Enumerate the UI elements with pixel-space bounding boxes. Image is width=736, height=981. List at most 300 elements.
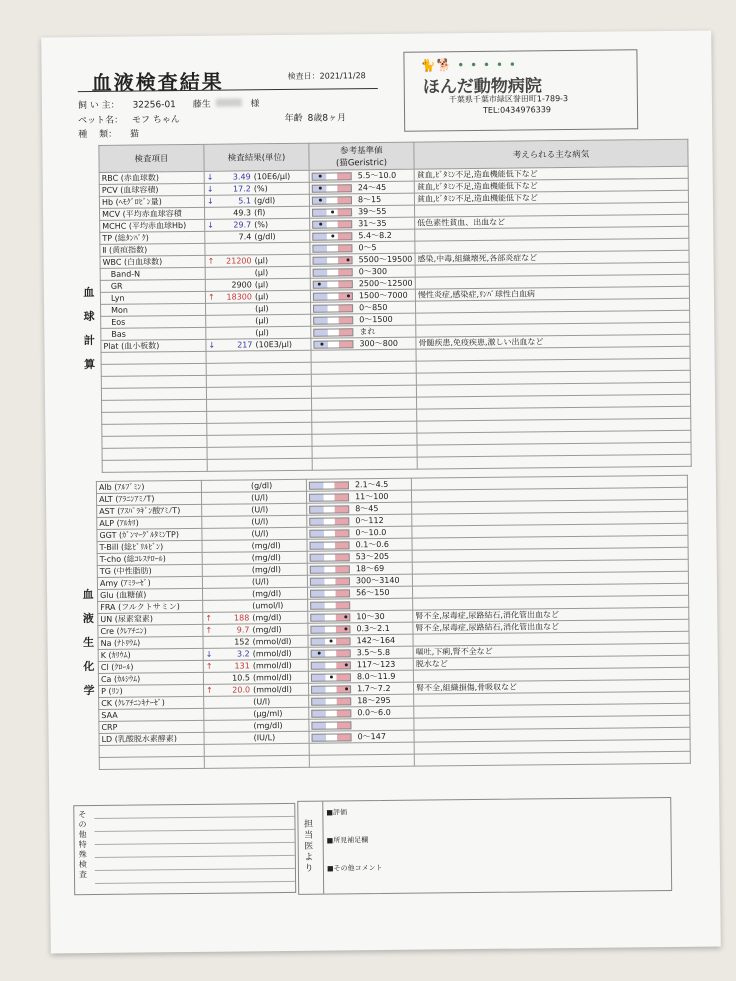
test-reference: [310, 205, 415, 218]
ref-label: 参考基準値: [340, 145, 383, 157]
test-result: [205, 254, 310, 267]
range-marker: [330, 639, 333, 642]
test-item: FRA (フルクトサミン): [98, 600, 203, 613]
result-unit: (mg/dl): [252, 613, 282, 623]
reference-range: 5500～19500: [358, 254, 413, 265]
test-item: Cre (ｸﾚｱﾁﾆﾝ): [98, 624, 203, 637]
result-value: 152: [234, 637, 250, 647]
test-reference: [308, 598, 413, 611]
test-reference: [311, 337, 416, 350]
test-result: [204, 170, 309, 183]
range-bar: [311, 709, 351, 717]
exam-date: [288, 70, 366, 82]
reference-range: 56～150: [356, 587, 390, 598]
range-marker: [318, 282, 321, 285]
result-unit: (μl): [255, 316, 269, 326]
test-result: [202, 587, 307, 600]
test-result: [203, 599, 308, 612]
test-reference: [307, 550, 412, 563]
test-item: ALT (ｱﾗﾆﾝｱﾐﾉT): [96, 492, 201, 505]
range-bar: [313, 256, 353, 264]
section-label-char: 化: [83, 660, 95, 674]
test-reference: [311, 301, 416, 314]
result-unit: (U/l): [251, 577, 269, 587]
range-bar: [311, 637, 351, 645]
test-reference: [309, 730, 414, 743]
reference-range: 1500～7000: [358, 290, 408, 301]
result-unit: (10E3/μl): [255, 339, 293, 350]
test-result: [205, 242, 310, 255]
result-unit: (μl): [254, 280, 269, 290]
reference-range: 5.5～10.0: [357, 170, 397, 181]
reference-range: 2500～12500: [358, 278, 413, 289]
test-reference: [310, 241, 415, 254]
range-bar: [313, 304, 353, 312]
result-unit: (g/dl): [253, 196, 276, 206]
test-disease: 腎不全,尿毒症,尿路結石,消化管出血など: [413, 619, 689, 634]
range-bar: [310, 625, 350, 633]
test-result: [202, 551, 307, 564]
test-disease: 低色素性貧血、出血など: [415, 214, 689, 229]
section-label-char: 算: [84, 357, 96, 372]
col-item: 検査項目: [99, 144, 204, 172]
test-disease: 感染,中毒,組織壊死,各部炎症など: [415, 250, 689, 265]
test-item: Cl (ｸﾛｰﾙ): [98, 660, 203, 673]
test-result: [204, 719, 309, 732]
test-item: AST (ｱｽﾊﾟﾗｷﾞﾝ酸ｱﾐﾉT): [97, 504, 202, 517]
test-result: [204, 683, 309, 696]
flag-arrow-icon: ↓: [208, 340, 216, 350]
reference-range: 300～3140: [355, 575, 400, 586]
test-result: [203, 659, 308, 672]
result-value: 5.1: [238, 196, 251, 206]
clinic-tel: TEL:0434976339: [482, 105, 552, 115]
test-result: [204, 182, 309, 195]
result-unit: (g/dl): [250, 481, 273, 491]
range-bar: [312, 220, 352, 228]
doctor-notes-box: [297, 797, 672, 895]
col-ref: [309, 142, 414, 170]
section-label-char: 球: [83, 309, 95, 324]
range-bar: [312, 172, 352, 180]
test-result: [205, 218, 310, 231]
result-value: 131: [234, 661, 250, 671]
section-label-char: 計: [83, 333, 95, 348]
test-result: [202, 515, 307, 528]
range-marker: [318, 651, 321, 654]
range-marker: [331, 234, 334, 237]
reference-range: 8～15: [357, 194, 382, 205]
reference-range: 1.7～7.2: [357, 683, 391, 694]
test-result: [202, 527, 307, 540]
flag-arrow-icon: ↓: [206, 184, 214, 194]
range-bar: [310, 577, 350, 585]
range-bar: [309, 493, 349, 501]
result-unit: (mmol/dl): [253, 684, 293, 695]
test-item: LD (乳酸脱水素酵素): [99, 732, 204, 745]
test-result: [206, 338, 311, 351]
result-unit: (μl): [254, 268, 269, 278]
result-unit: (mg/dl): [252, 589, 282, 599]
reference-range: 53～205: [355, 551, 390, 562]
range-marker: [347, 294, 350, 297]
test-item: Ⅱ (黄疸指数): [100, 243, 205, 256]
test-result: [204, 695, 309, 708]
result-unit: (mmol/dl): [252, 636, 292, 647]
test-reference: [309, 181, 414, 194]
test-item: Amy (ｱﾐﾗｰｾﾞ): [97, 576, 202, 589]
range-marker: [320, 342, 323, 345]
species-row: [78, 127, 139, 141]
reference-range: 5.4～8.2: [358, 230, 392, 241]
range-bar: [313, 268, 353, 276]
result-unit: (mg/dl): [251, 565, 281, 575]
range-marker: [330, 675, 333, 678]
result-value: 20.0: [232, 685, 251, 695]
reference-range: 18～295: [357, 695, 391, 706]
test-item: Eos: [101, 315, 206, 328]
other-tests-box: [73, 803, 296, 895]
test-disease: 貧血,ﾋﾞﾀﾐﾝ不足,造血機能低下など: [414, 166, 688, 181]
test-item: UN (尿素窒素): [98, 612, 203, 625]
test-result: [202, 575, 307, 588]
result-unit: (%): [253, 184, 268, 194]
cbc-section-label: [82, 281, 97, 377]
pet-name: モフ ちゃん: [131, 115, 180, 126]
range-bar: [310, 589, 350, 597]
result-value: 7.4: [238, 232, 252, 242]
range-bar: [313, 316, 353, 324]
flag-arrow-icon: ↓: [207, 220, 214, 230]
doctor-divider: [322, 802, 324, 894]
test-result: [203, 623, 308, 636]
result-unit: (g/dl): [254, 232, 276, 242]
flag-arrow-icon: ↑: [207, 256, 215, 266]
test-reference: [307, 562, 412, 575]
age-label: 年齢: [284, 113, 303, 124]
range-bar: [309, 529, 349, 537]
result-unit: (mmol/dl): [252, 660, 292, 671]
result-unit: (mg/dl): [253, 721, 283, 731]
flag-arrow-icon: ↑: [205, 661, 213, 671]
owner-name: 藤生: [192, 99, 211, 110]
test-result: [205, 206, 310, 219]
range-bar: [312, 733, 352, 741]
lab-report-sheet: [41, 31, 721, 954]
flag-arrow-icon: ↑: [207, 292, 215, 302]
test-reference: [308, 622, 413, 635]
range-bar: [310, 553, 350, 561]
range-bar: [311, 649, 351, 657]
reference-range: 0～10.0: [355, 527, 387, 538]
range-marker: [347, 258, 350, 261]
test-item: P (ﾘﾝ): [99, 684, 204, 697]
reference-range: 0～1500: [359, 314, 393, 325]
result-unit: (mg/dl): [251, 553, 281, 563]
test-reference: [308, 646, 413, 659]
eval-label: ■評価: [326, 808, 348, 817]
reference-range: 300～800: [359, 338, 399, 349]
test-item: WBC (白血球数): [100, 255, 205, 268]
range-bar: [309, 481, 349, 489]
redacted-name: [216, 98, 242, 106]
test-result: [205, 266, 310, 279]
result-value: 18300: [226, 292, 252, 302]
reference-range: 39～55: [358, 206, 387, 217]
result-value: 3.2: [236, 649, 250, 659]
test-item: MCV (平均赤血球容積: [100, 207, 205, 220]
test-item: RBC (赤血球数): [99, 171, 204, 184]
range-marker: [345, 687, 348, 690]
flag-arrow-icon: ↑: [205, 625, 213, 635]
test-disease: 腎不全,組織損傷,骨吸収など: [413, 679, 689, 694]
reference-range: 3.5～5.8: [356, 647, 391, 658]
test-reference: [309, 169, 414, 182]
report-title: 血液検査結果: [91, 69, 224, 96]
owner-id: 32256-01: [132, 100, 176, 111]
test-item: Na (ﾅﾄﾘｳﾑ): [98, 636, 203, 649]
test-item: T-Bill (総ﾋﾞﾘﾙﾋﾞﾝ): [97, 540, 202, 553]
test-item: Glu (血糖値): [98, 588, 203, 601]
test-reference: [307, 538, 412, 551]
cbc-table: [98, 139, 691, 473]
test-reference: [311, 313, 416, 326]
test-reference: [306, 478, 411, 491]
result-unit: (10E6/μl): [253, 171, 291, 182]
range-bar: [312, 184, 352, 192]
test-item: Bas: [101, 327, 206, 340]
owner-suffix: 様: [250, 99, 260, 110]
test-reference: [307, 514, 412, 527]
test-result: [204, 194, 309, 207]
reference-range: まれ: [359, 327, 376, 337]
reference-range: 24～45: [357, 182, 387, 193]
reference-range: 0～850: [359, 302, 388, 313]
test-item: Plat (血小板数): [101, 339, 206, 352]
test-disease: 嘔吐,下痢,腎不全など: [413, 643, 689, 658]
clinic-name: ほんだ動物病院: [422, 76, 542, 98]
test-result: [201, 479, 306, 492]
test-result: [202, 563, 307, 576]
range-bar: [312, 196, 352, 204]
reference-range: 0～147: [357, 731, 386, 742]
age-value: 8歳8ヶ月: [307, 113, 347, 124]
test-disease: 骨髄疾患,免疫疾患,激しい出血など: [416, 334, 690, 349]
test-result: [206, 326, 311, 339]
chem-section-label: [81, 583, 96, 703]
test-item: Hb (ﾍﾓｸﾞﾛﾋﾞﾝ量): [99, 195, 204, 208]
test-reference: [310, 277, 415, 290]
date-label: 検査日：: [287, 71, 320, 81]
ref-sublabel: (猫Geristric): [335, 157, 388, 169]
result-unit: (U/l): [251, 505, 269, 515]
test-reference: [309, 718, 414, 731]
test-item: GR: [100, 279, 205, 292]
test-reference: [309, 706, 414, 719]
test-item: TG (中性脂肪): [97, 564, 202, 577]
range-bar: [313, 280, 353, 288]
reference-range: 8.0～11.9: [356, 671, 396, 682]
range-marker: [319, 222, 322, 225]
reference-range: 0～5: [358, 243, 377, 253]
test-item: Lyn: [100, 291, 205, 304]
test-result: [202, 539, 307, 552]
result-value: 3.49: [232, 172, 251, 182]
test-item: Ca (ｶﾙｼｳﾑ): [98, 672, 203, 685]
test-reference: [307, 526, 412, 539]
result-unit: (mg/dl): [251, 541, 281, 551]
test-result: [201, 491, 306, 504]
test-result: [204, 731, 309, 744]
result-unit: (mg/dl): [252, 625, 282, 635]
result-unit: (IU/L): [253, 733, 276, 743]
reference-range: 2.1～4.5: [354, 479, 389, 490]
test-item: Mon: [101, 303, 206, 316]
doctor-label: 担当医より: [303, 819, 314, 874]
section-label-char: 学: [83, 684, 95, 698]
result-unit: (%): [254, 220, 269, 230]
pet-label: ペット名：: [78, 115, 124, 127]
chem-table: [96, 475, 691, 770]
test-reference: [310, 265, 415, 278]
range-bar: [309, 505, 349, 513]
test-reference: [310, 229, 415, 242]
test-reference: [308, 634, 413, 647]
range-marker: [344, 615, 347, 618]
result-value: 29.7: [233, 220, 252, 230]
reference-range: 0～112: [355, 515, 384, 526]
range-marker: [344, 627, 347, 630]
test-item: K (ｶﾘｳﾑ): [98, 648, 203, 661]
report-header: [77, 58, 378, 141]
test-item: T-cho (総ｺﾚｽﾃﾛｰﾙ): [97, 552, 202, 565]
result-value: 49.3: [233, 208, 252, 218]
col-result: 検査結果(単位): [204, 143, 309, 171]
clinic-box: [403, 49, 638, 131]
result-unit: (μl): [255, 304, 269, 314]
range-bar: [310, 601, 350, 609]
result-value: 10.5: [232, 673, 250, 683]
result-value: 21200: [226, 256, 252, 266]
range-bar: [311, 661, 351, 669]
range-bar: [310, 541, 350, 549]
section-label-char: 生: [82, 636, 95, 650]
pets-logo-icon: 🐈🐕 • • • • •: [420, 57, 517, 73]
reference-range: 0.3～2.1: [356, 623, 390, 634]
owner-label: 飼 い 主：: [77, 100, 120, 112]
range-bar: [313, 292, 353, 300]
range-bar: [312, 232, 352, 240]
reference-range: 8～45: [355, 504, 379, 514]
flag-arrow-icon: ↓: [205, 649, 213, 659]
result-unit: (μl): [255, 328, 269, 338]
section-label-char: 血: [83, 285, 95, 300]
species-value: 猫: [129, 129, 140, 140]
date-value: 2021/11/28: [319, 71, 366, 81]
clinic-address: 千葉県千葉市緑区誉田町1-789-3: [448, 94, 569, 105]
range-marker: [319, 174, 322, 177]
test-disease: 腎不全,尿毒症,尿路結石,消化管出血など: [413, 607, 689, 622]
range-bar: [311, 721, 351, 729]
flag-arrow-icon: ↑: [206, 685, 213, 695]
test-result: [206, 302, 311, 315]
test-result: [205, 278, 310, 291]
test-item: ALP (ｱﾙｶﾘ): [97, 516, 202, 529]
test-result: [206, 314, 311, 327]
test-result: [203, 671, 308, 684]
reference-range: 0.0～6.0: [357, 707, 391, 718]
test-result: [203, 635, 308, 648]
test-item: GGT (ｶﾞﾝﾏｰｸﾞﾙﾀﾐﾝTP): [97, 528, 202, 541]
test-result: [202, 503, 307, 516]
result-unit: (U/l): [251, 517, 269, 527]
result-value: 2900: [231, 280, 252, 290]
result-unit: (U/l): [253, 697, 271, 707]
flag-arrow-icon: ↑: [205, 613, 213, 623]
result-unit: (μl): [254, 256, 269, 266]
reference-range: 10～30: [356, 611, 385, 622]
range-bar: [312, 244, 352, 252]
reference-range: 117～123: [356, 659, 396, 670]
test-result: [205, 290, 310, 303]
test-reference: [308, 682, 413, 695]
result-value: 17.2: [232, 184, 251, 194]
result-value: 217: [237, 340, 253, 350]
findings-label: ■所見補足欄: [326, 836, 369, 845]
result-unit: (fl): [254, 208, 266, 218]
result-unit: (μl): [254, 292, 269, 302]
owner-row: [78, 96, 260, 111]
test-item: MCHC (平均赤血球Hb): [100, 219, 205, 232]
range-bar: [311, 697, 351, 705]
col-disease: 考えられる主な病気: [414, 139, 688, 169]
test-item: CRP: [99, 720, 204, 733]
range-bar: [310, 565, 350, 573]
result-unit: (mmol/dl): [252, 648, 292, 659]
range-bar: [310, 613, 350, 621]
test-item: TP (総ﾀﾝﾊﾟｸ): [100, 231, 205, 244]
other-tests-label: その他特殊検査: [78, 810, 88, 880]
reference-range: 142～164: [356, 635, 396, 646]
test-item: CK (ｸﾚｱﾁﾆﾝｷﾅｰｾﾞ): [99, 696, 204, 709]
test-result: [205, 230, 310, 243]
test-item: Band-N: [100, 267, 205, 280]
test-reference: [311, 325, 416, 338]
other-tests-lines: [94, 804, 295, 884]
range-bar: [311, 685, 351, 693]
test-disease: 貧血,ﾋﾞﾀﾐﾝ不足,造血機能低下など: [414, 190, 688, 205]
range-bar: [311, 673, 351, 681]
section-label-char: 血: [82, 588, 94, 602]
result-value: 188: [233, 613, 250, 623]
test-disease: 慢性炎症,感染症,ﾘﾝﾊﾟ球性白血病: [415, 286, 689, 301]
flag-arrow-icon: ↓: [206, 196, 214, 206]
test-reference: [307, 502, 412, 515]
result-unit: (umol/l): [252, 601, 284, 611]
range-marker: [319, 186, 322, 189]
test-disease: 脱水など: [413, 655, 689, 670]
reference-range: 31～35: [358, 218, 387, 229]
range-bar: [313, 340, 353, 348]
reference-range: 0～300: [358, 266, 388, 277]
range-bar: [309, 517, 349, 525]
range-bar: [313, 328, 353, 336]
test-reference: [308, 658, 413, 671]
range-marker: [319, 198, 322, 201]
range-marker: [345, 663, 348, 666]
test-reference: [309, 694, 414, 707]
section-label-char: 液: [82, 612, 94, 626]
